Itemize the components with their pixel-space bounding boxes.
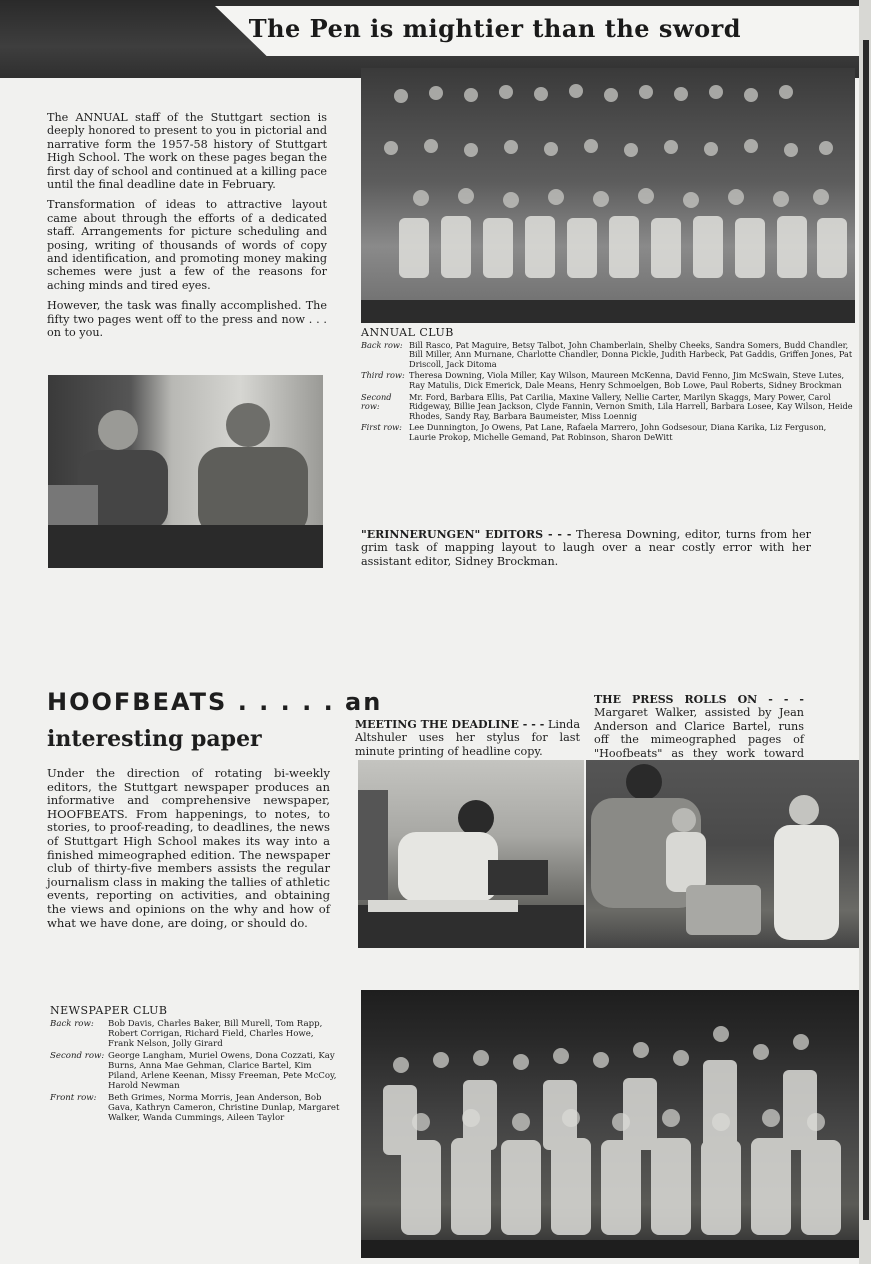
roster-row-names: Theresa Downing, Viola Miller, Kay Wilson, Maureen McKenna, David Fenno, Jim McSwain, Steve Lutes, Ray Matulis, Dick Emerick, Dale Means, Henry Schmoelgen, Bob Lowe, Paul Roberts, Sidney Brockman	[409, 370, 845, 390]
editors-photo	[48, 375, 323, 568]
intro-paragraph-1: The ANNUAL staff of the Stuttgart section is deeply honored to present to you in pictorial and narrative form the 1957-58 history of Stuttgart High School. The work on these pages began the first day of school and continued at a killing pace until the final deadline date in February.	[47, 111, 327, 192]
hoofbeats-heading: HOOFBEATS . . . . . an	[47, 688, 383, 716]
hoofbeats-subheading: interesting paper	[47, 726, 262, 752]
deadline-caption-text: Linda Altshuler uses her stylus for last minute printing of headline copy.	[355, 718, 580, 758]
hoofbeats-text: Under the direction of rotating bi-weekly editors, the Stuttgart newspaper produces an informative and comprehensive newspaper, HOOFBEATS. From happenings, to notes, to stories, to proof-reading, to deadlines, the news of Stuttgart High School makes its way into a finished mimeographed edition. The newspaper club of thirty-five members assists the regular journalism class in making the tallies of athletic events, reporting on activities, and obtaining the views and opinions on the why and how of what we have done, are doing, or should do.	[47, 766, 330, 930]
press-caption-text: Margaret Walker, assisted by Jean Anderson and Clarice Bartel, runs off the mimeographed pages of "Hoofbeats" as they work toward	[594, 706, 804, 760]
roster-row-names: Beth Grimes, Norma Morris, Jean Anderson, Bob Gava, Kathryn Cameron, Christine Dunlap, Margaret Walker, Wanda Cummings, Aileen Taylor	[108, 1093, 340, 1123]
press-caption-title: THE PRESS ROLLS ON - - -	[594, 693, 804, 706]
newspaper-club-photo-figures	[361, 990, 859, 1258]
annual-club-photo-figures	[361, 68, 855, 323]
roster-row-names: George Langham, Muriel Owens, Dona Cozzati, Kay Burns, Anna Mae Gehman, Clarice Bartel, Kim Piland, Arlene Keenan, Missy Freeman, Pete McCoy, Harold Newman	[108, 1051, 337, 1091]
newspaper-club-roster	[50, 1006, 340, 1125]
annual-club-roster	[361, 328, 855, 445]
intro-paragraph-3: However, the task was finally accomplished. The fifty two pages went off to the press and now . . . on to you.	[47, 299, 327, 340]
annual-club-photo	[361, 68, 855, 323]
roster-row	[50, 1093, 340, 1123]
deadline-caption	[355, 718, 580, 758]
roster-row-label: First row:	[361, 422, 402, 433]
page-title: The Pen is mightier than the sword	[248, 14, 741, 43]
roster-row-names: Mr. Ford, Barbara Ellis, Pat Carilia, Maxine Vallery, Nellie Carter, Marilyn Skaggs, Mary Power, Carol Ridgeway, Billie Jean Jackson, Clyde Fannin, Vernon Smith, Lila Harrell, Barbara Losee, Kay Wilson, Heide Rhodes, Sandy Ray, Barbara Baumeister, Miss Loennig	[409, 391, 853, 421]
deadline-photo	[358, 760, 584, 948]
annual-club-title: ANNUAL CLUB	[361, 326, 454, 339]
roster-row-label: Second row:	[361, 391, 392, 412]
newspaper-club-photo	[361, 990, 859, 1258]
deadline-caption-title: MEETING THE DEADLINE - - -	[355, 718, 545, 731]
roster-row-names: Bob Davis, Charles Baker, Bill Murell, Tom Rapp, Robert Corrigan, Richard Field, Charles Howe, Frank Nelson, Jolly Girard	[108, 1019, 323, 1049]
editors-caption-title: "ERINNERUNGEN" EDITORS - - -	[361, 528, 572, 541]
press-photo-figures	[586, 760, 859, 948]
deadline-photo-figures	[358, 760, 584, 948]
editors-caption-text: Theresa Downing, editor, turns from her grim task of mapping layout to laugh over a near costly error with her assistant editor, Sidney Brockman.	[361, 528, 812, 568]
roster-row	[361, 371, 855, 390]
roster-row	[50, 1051, 340, 1091]
roster-row-names: Bill Rasco, Pat Maguire, Betsy Talbot, John Chamberlain, Shelby Cheeks, Sandra Somers, Budd Chandler, Bill Miller, Ann Murnane, Charlotte Chandler, Donna Pickle, Judith Harbeck, Pat Gaddis, Griffen Jones, Pat Driscoll, Jack Ditoma	[409, 339, 853, 369]
newspaper-club-title: NEWSPAPER CLUB	[50, 1004, 168, 1017]
press-photo	[586, 760, 859, 948]
roster-row	[361, 341, 855, 370]
roster-row-label: Front row:	[50, 1093, 97, 1103]
roster-row	[361, 393, 855, 422]
page-edge	[859, 0, 871, 1264]
roster-row-label: Back row:	[361, 339, 403, 350]
page-edge-bar	[863, 40, 869, 1220]
roster-row-label: Third row:	[361, 370, 405, 381]
editors-caption	[361, 528, 811, 568]
roster-row-label: Back row:	[50, 1019, 94, 1029]
roster-row-names: Lee Dunnington, Jo Owens, Pat Lane, Rafaela Marrero, John Godsesour, Diana Karika, Liz Ferguson, Laurie Prokop, Michelle Gemand, Pat Robinson, Sharon DeWitt	[409, 422, 827, 442]
roster-row-label: Second row:	[50, 1051, 105, 1061]
editors-photo-figures	[48, 375, 323, 568]
roster-row	[361, 423, 855, 442]
intro-paragraph-2: Transformation of ideas to attractive layout came about through the efforts of a dedicated staff. Arrangements for picture scheduling and posing, writing of thousands of words of copy and identification, and promoting money making schemes were just a few of the reasons for aching minds and tired eyes.	[47, 198, 327, 292]
roster-row	[50, 1019, 340, 1049]
intro-text	[47, 111, 327, 340]
